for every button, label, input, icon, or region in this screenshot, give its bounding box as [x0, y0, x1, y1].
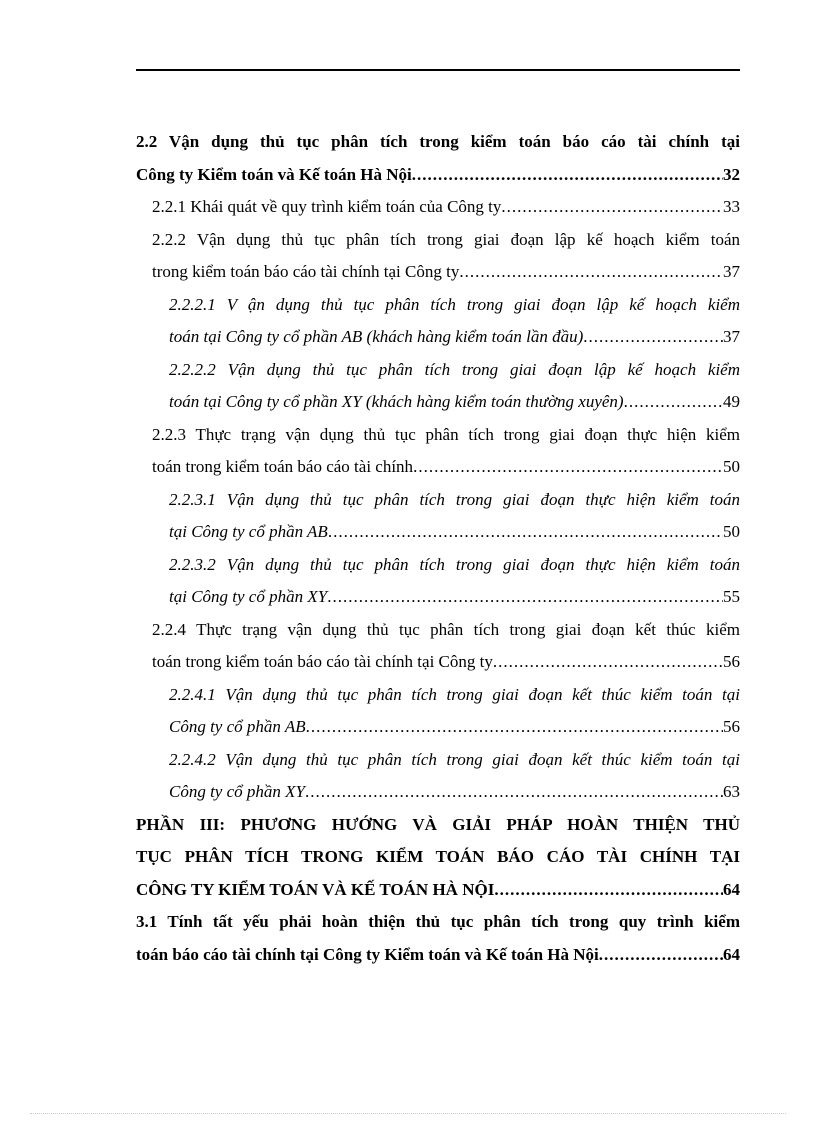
- toc-leader-dots: [599, 939, 723, 972]
- toc-entry-text: 2.2.2.2 Vận dụng thủ tục phân tích trong giai đoạn lập kế hoạch kiểm: [169, 359, 740, 379]
- toc-leader-dots: [412, 159, 723, 192]
- toc-entry-last-line: [169, 776, 740, 809]
- toc-entry-last-line: [152, 646, 740, 679]
- toc-entry-last-line: [136, 939, 740, 972]
- toc-entry-line: [169, 744, 740, 777]
- toc-entry-text: PHẦN III: PHƯƠNG HƯỚNG VÀ GIẢI PHÁP HOÀN THIỆN THỦ: [136, 814, 740, 834]
- toc-entry-last-line: [169, 386, 740, 419]
- toc-entry-text: toán trong kiểm toán báo cáo tài chính tại Công ty: [152, 652, 493, 671]
- toc-entry-line: [136, 841, 740, 874]
- toc-entry-text: 2.2.1 Khái quát về quy trình kiểm toán của Công ty: [152, 197, 502, 216]
- toc-entry[interactable]: [0, 289, 740, 354]
- toc-entry-line: [152, 614, 740, 647]
- toc-entry-text: toán trong kiểm toán báo cáo tài chính: [152, 457, 414, 476]
- toc-entry[interactable]: [0, 224, 740, 289]
- toc-page-number: 50: [723, 457, 740, 476]
- toc-entry-text: 2.2.4 Thực trạng vận dụng thủ tục phân tích trong giai đoạn kết thúc kiểm: [152, 619, 740, 639]
- toc-entry-last-line: [169, 516, 740, 549]
- toc-entry-last-line: [136, 159, 740, 192]
- toc-entry-text: Công ty Kiểm toán và Kế toán Hà Nội: [136, 164, 412, 184]
- toc-entry[interactable]: [0, 354, 740, 419]
- toc-entry[interactable]: [0, 484, 740, 549]
- toc-entry-last-line: [152, 451, 740, 484]
- toc-entry-last-line: [136, 874, 740, 907]
- toc-entry-text: 2.2.3.2 Vận dụng thủ tục phân tích trong giai đoạn thực hiện kiểm toán: [169, 554, 740, 574]
- toc-entry-text: 3.1 Tính tất yếu phải hoàn thiện thủ tục phân tích trong quy trình kiểm: [136, 912, 740, 931]
- toc-entry-line: [136, 906, 740, 939]
- toc-leader-dots: [501, 191, 723, 224]
- toc-entry-text: 2.2.3 Thực trạng vận dụng thủ tục phân tích trong giai đoạn thực hiện kiểm: [152, 424, 740, 444]
- toc-entry[interactable]: [0, 191, 740, 224]
- toc-page-number: 32: [723, 164, 740, 184]
- toc-leader-dots: [583, 321, 723, 354]
- toc-entry[interactable]: [0, 419, 740, 484]
- toc-entry-line: [136, 126, 740, 159]
- toc-entry-line: [136, 809, 740, 842]
- toc-entry[interactable]: [0, 744, 740, 809]
- toc-entry-text: 2.2.3.1 Vận dụng thủ tục phân tích trong giai đoạn thực hiện kiểm toán: [169, 489, 740, 509]
- toc-page-number: 33: [723, 197, 740, 216]
- toc-entry-line: [169, 549, 740, 582]
- toc-entry-last-line: [152, 256, 740, 289]
- toc-leader-dots: [306, 711, 723, 744]
- toc-leader-dots: [494, 874, 723, 907]
- toc-page-number: 56: [723, 652, 740, 671]
- toc-page-number: 37: [723, 262, 740, 281]
- toc-leader-dots: [493, 646, 723, 679]
- table-of-contents: [0, 126, 816, 971]
- toc-entry-text: 2.2.2 Vận dụng thủ tục phân tích trong giai đoạn lập kế hoạch kiểm toán: [152, 229, 740, 249]
- toc-entry-text: toán tại Công ty cổ phần XY (khách hàng kiểm toán thường xuyên): [169, 392, 624, 411]
- toc-leader-dots: [328, 516, 723, 549]
- toc-entry-text: TỤC PHÂN TÍCH TRONG KIỂM TOÁN BÁO CÁO TÀI CHÍNH TẠI: [136, 847, 740, 866]
- toc-entry-last-line: [169, 321, 740, 354]
- toc-page-number: 56: [723, 717, 740, 736]
- toc-page-number: 64: [723, 879, 740, 899]
- toc-page-number: 63: [723, 782, 740, 801]
- toc-leader-dots: [327, 581, 723, 614]
- toc-entry-text: toán báo cáo tài chính tại Công ty Kiểm toán và Kế toán Hà Nội: [136, 944, 599, 964]
- toc-entry-text: 2.2 Vận dụng thủ tục phân tích trong kiểm toán báo cáo tài chính tại: [136, 132, 740, 151]
- toc-entry[interactable]: [0, 679, 740, 744]
- toc-page-number: 49: [723, 392, 740, 411]
- toc-entry-line: [169, 354, 740, 387]
- toc-entry-last-line: [152, 191, 740, 224]
- toc-leader-dots: [624, 386, 723, 419]
- toc-leader-dots: [459, 256, 723, 289]
- toc-entry[interactable]: [0, 126, 740, 191]
- toc-entry-text: 2.2.4.1 Vận dụng thủ tục phân tích trong giai đoạn kết thúc kiểm toán tại: [169, 684, 740, 704]
- toc-entry-text: tại Công ty cổ phần XY: [169, 587, 328, 606]
- toc-entry-text: trong kiểm toán báo cáo tài chính tại Công ty: [152, 262, 460, 281]
- toc-entry-last-line: [169, 581, 740, 614]
- toc-entry-text: Công ty cổ phần XY: [169, 782, 305, 801]
- toc-page-number: 55: [723, 587, 740, 606]
- header-rule: [136, 69, 740, 71]
- toc-entry-line: [169, 679, 740, 712]
- toc-entry-text: CÔNG TY KIỂM TOÁN VÀ KẾ TOÁN HÀ NỘI: [136, 879, 495, 899]
- toc-entry[interactable]: [0, 809, 740, 907]
- toc-entry-text: 2.2.2.1 V ận dụng thủ tục phân tích trong giai đoạn lập kế hoạch kiểm: [169, 294, 740, 314]
- toc-entry-text: tại Công ty cổ phần AB: [169, 522, 328, 541]
- toc-page-number: 50: [723, 522, 740, 541]
- toc-entry[interactable]: [0, 614, 740, 679]
- toc-entry-line: [152, 224, 740, 257]
- toc-entry[interactable]: [0, 549, 740, 614]
- footer-dotted-rule: [30, 1113, 786, 1115]
- toc-entry-text: 2.2.4.2 Vận dụng thủ tục phân tích trong giai đoạn kết thúc kiểm toán tại: [169, 749, 740, 769]
- toc-leader-dots: [413, 451, 723, 484]
- toc-page-number: 64: [723, 944, 740, 964]
- toc-entry-last-line: [169, 711, 740, 744]
- toc-entry-line: [169, 484, 740, 517]
- toc-entry-line: [152, 419, 740, 452]
- toc-entry-line: [169, 289, 740, 322]
- toc-leader-dots: [305, 776, 723, 809]
- toc-entry[interactable]: [0, 906, 740, 971]
- toc-entry-text: toán tại Công ty cổ phần AB (khách hàng kiểm toán lần đầu): [169, 327, 584, 346]
- toc-entry-text: Công ty cổ phần AB: [169, 717, 306, 736]
- toc-page-number: 37: [723, 327, 740, 346]
